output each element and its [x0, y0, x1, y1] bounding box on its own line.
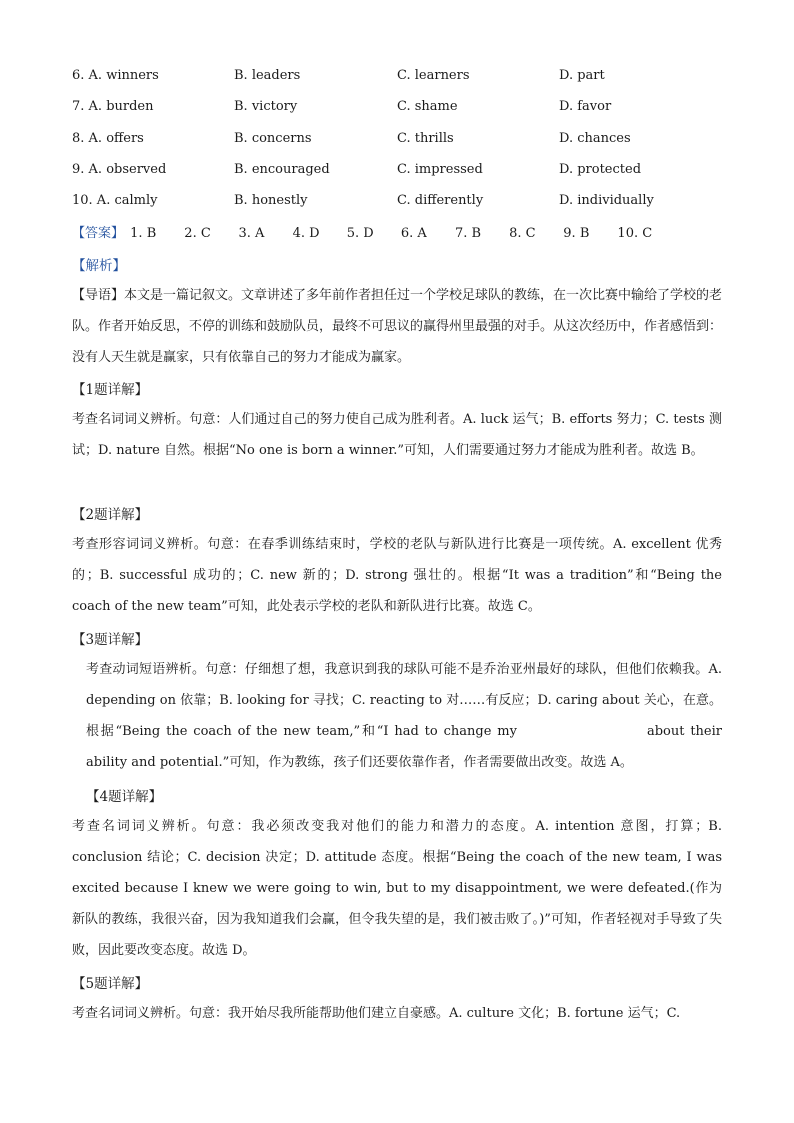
option-c: C. differently	[397, 193, 484, 208]
analysis-heading: 【解析】	[72, 258, 126, 274]
option-a: 10. A. calmly	[72, 193, 158, 208]
answer-label: 【答案】	[72, 226, 125, 241]
answer-item: 4. D	[292, 226, 320, 241]
answer-item: 10. C	[617, 226, 653, 241]
q3-text-part-1: 考查动词短语辨析。句意：仔细想了想，我意识到我的球队可能不是乔治亚州最好的球队，但他们依赖我。A. depending on 依靠；B. looking for 寻找；C. reacting to 对……有反应；D. caring about 关心，在意。根据“Being the coach of the new team,”和“I had to change my	[86, 662, 722, 739]
option-d: D. individually	[559, 193, 654, 208]
q4-explanation: 考查名词词义辨析。句意：我必须改变我对他们的能力和潜力的态度。A. intention 意图，打算；B. conclusion 结论；C. decision 决定；D. attitude 态度。根据“Being the coach of the new team, I was excited because I knew we were going to win, but to my disappointment, we were defeated.(作为新队的教练，我很兴奋，因为我知道我们会赢，但令我失望的是，我们被击败了。)”可知，作者轻视对手导致了失败，因此要改变态度。故选 D。	[72, 819, 722, 958]
option-a: 9. A. observed	[72, 162, 167, 177]
option-c: C. shame	[397, 99, 458, 114]
option-d: D. part	[559, 68, 605, 83]
option-row-7	[72, 99, 722, 119]
q4-heading: 【4题详解】	[86, 789, 163, 805]
option-b: B. leaders	[234, 68, 301, 83]
answer-item: 5. D	[346, 226, 374, 241]
option-a: 8. A. offers	[72, 131, 144, 146]
q2-explanation: 考查形容词词义辨析。句意：在春季训练结束时，学校的老队与新队进行比赛是一项传统。A. excellent 优秀的；B. successful 成功的；C. new 新的；D. strong 强壮的。根据“It was a tradition”和“Being the coach of the new team”可知，此处表示学校的老队和新队进行比赛。故选 C。	[72, 537, 722, 614]
option-a: 6. A. winners	[72, 68, 159, 83]
option-c: C. learners	[397, 68, 470, 83]
answer-item: 6. A	[400, 226, 427, 241]
option-c: C. impressed	[397, 162, 483, 177]
q2-heading: 【2题详解】	[72, 507, 149, 523]
answer-row	[72, 222, 667, 241]
q3-explanation	[86, 654, 722, 778]
answer-item: 3. A	[238, 226, 265, 241]
answer-item: 2. C	[184, 226, 211, 241]
option-b: B. concerns	[234, 131, 312, 146]
option-b: B. victory	[234, 99, 298, 114]
q3-text-part-2: about their ability and potential.”可知，作为教练，孩子们还要依靠作者，作者需要做出改变。故选 A。	[86, 724, 722, 770]
answer-item: 8. C	[509, 226, 536, 241]
option-row-9	[72, 162, 722, 182]
answer-item: 1. B	[130, 226, 157, 241]
option-c: C. thrills	[397, 131, 454, 146]
option-b: B. encouraged	[234, 162, 330, 177]
option-row-6	[72, 68, 722, 88]
answer-item: 9. B	[563, 226, 590, 241]
intro-paragraph: 【导语】本文是一篇记叙文。文章讲述了多年前作者担任过一个学校足球队的教练，在一次比赛中输给了学校的老队。作者开始反思，不停的训练和鼓励队员，最终不可思议的赢得州里最强的对手。从这次经历中，作者感悟到：没有人天生就是赢家，只有依靠自己的努力才能成为赢家。	[72, 288, 723, 365]
q1-explanation: 考查名词词义辨析。句意：人们通过自己的努力使自己成为胜利者。A. luck 运气；B. efforts 努力；C. tests 测试；D. nature 自然。根据“No one is born a winner.”可知，人们需要通过努力才能成为胜利者。故选 B。	[72, 412, 722, 458]
option-d: D. protected	[559, 162, 642, 177]
option-d: D. favor	[559, 99, 612, 114]
option-d: D. chances	[559, 131, 631, 146]
option-a: 7. A. burden	[72, 99, 154, 114]
option-row-10	[72, 193, 722, 213]
q5-heading: 【5题详解】	[72, 976, 149, 992]
answer-item: 7. B	[455, 226, 482, 241]
option-row-8	[72, 131, 722, 151]
q5-explanation: 考查名词词义辨析。句意：我开始尽我所能帮助他们建立自豪感。A. culture 文化；B. fortune 运气；C.	[72, 1006, 681, 1021]
q3-heading: 【3题详解】	[72, 632, 149, 648]
option-b: B. honestly	[234, 193, 308, 208]
q1-heading: 【1题详解】	[72, 382, 149, 398]
